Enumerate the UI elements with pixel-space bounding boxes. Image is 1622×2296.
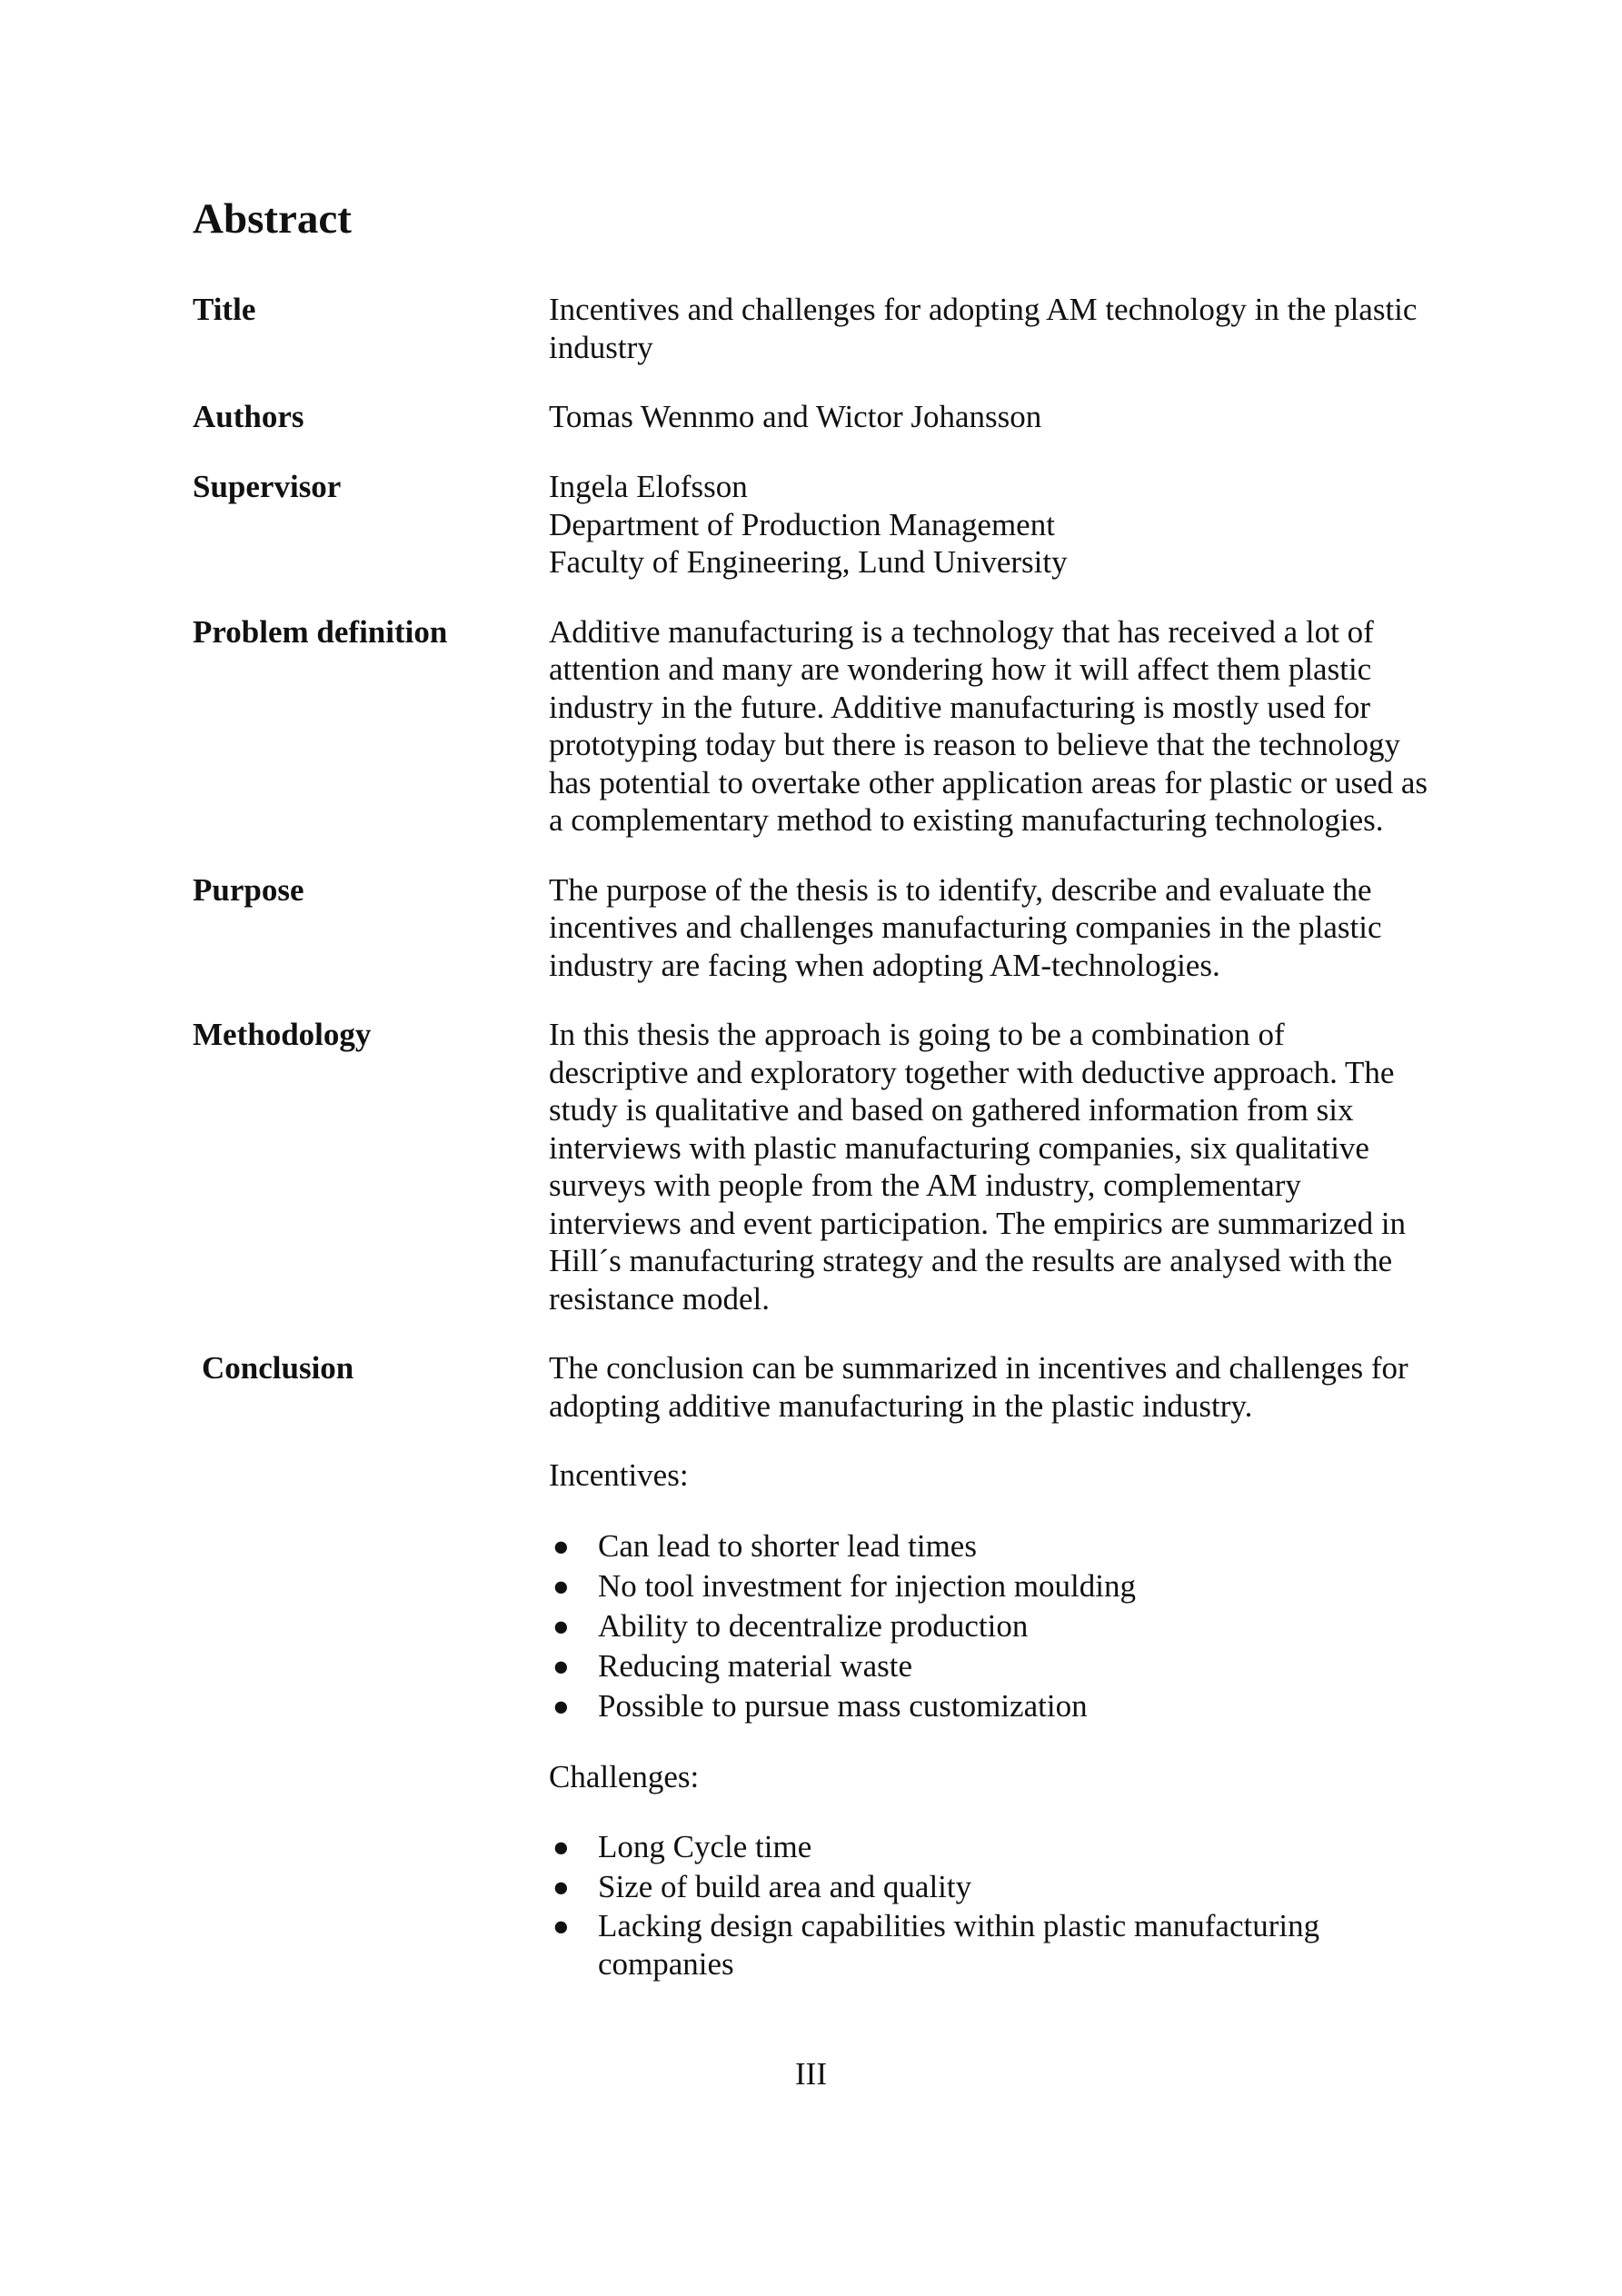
list-item xyxy=(549,1907,1428,1983)
problem-definition-text: Additive manufacturing is a technology that has received a lot of attention and many are wondering how it will affect them plastic industry in the future. Additive manufacturing is mostly used for prototyping today but there is reason to believe that the technology has potential to overtake other application areas for plastic or used as a complementary method to existing manufacturing technologies. xyxy=(549,613,1428,838)
conclusion-content xyxy=(549,1349,1428,1983)
list-item-text: Reducing material waste xyxy=(598,1647,912,1684)
methodology-row xyxy=(193,1016,1428,1317)
problem-definition-label: Problem definition xyxy=(193,613,448,650)
page-heading: Abstract xyxy=(193,195,352,243)
supervisor-department: Department of Production Management xyxy=(549,506,1055,542)
purpose-label: Purpose xyxy=(193,871,304,908)
list-item-text: Can lead to shorter lead times xyxy=(598,1527,977,1564)
problem-definition-row xyxy=(193,613,1428,840)
list-item-text: Lacking design capabilities within plastic manufacturing companies xyxy=(598,1908,1320,1982)
conclusion-row xyxy=(193,1349,1428,1983)
incentives-list xyxy=(549,1526,1428,1726)
list-item-text: Ability to decentralize production xyxy=(598,1607,1029,1644)
supervisor-faculty: Faculty of Engineering, Lund University xyxy=(549,544,1068,580)
supervisor-name: Ingela Elofsson xyxy=(549,469,748,504)
list-item xyxy=(549,1646,1428,1686)
list-item xyxy=(549,1867,1428,1907)
bullet-icon: ● xyxy=(552,1609,570,1642)
list-item-text: No tool investment for injection moulding xyxy=(598,1567,1137,1604)
supervisor-row xyxy=(193,468,1428,581)
bullet-icon: ● xyxy=(552,1569,570,1602)
authors-row xyxy=(193,398,1428,436)
purpose-text: The purpose of the thesis is to identify, describe and evaluate the incentives and challenges manufacturing companies in the plastic industry are facing when adopting AM-technologies. xyxy=(549,871,1382,983)
methodology-label: Methodology xyxy=(193,1017,372,1052)
list-item xyxy=(549,1686,1428,1726)
bullet-icon: ● xyxy=(552,1689,570,1722)
incentives-heading: Incentives: xyxy=(549,1457,689,1493)
title-row xyxy=(193,291,1428,366)
page-number: III xyxy=(795,2056,827,2092)
supervisor-details xyxy=(549,468,1428,581)
bullet-icon: ● xyxy=(552,1529,570,1562)
bullet-icon: ● xyxy=(552,1649,570,1682)
title-label: Title xyxy=(193,292,256,327)
list-item-text: Possible to pursue mass customization xyxy=(598,1687,1088,1724)
authors-text: Tomas Wennmo and Wictor Johansson xyxy=(549,399,1042,434)
list-item xyxy=(549,1566,1428,1606)
bullet-icon: ● xyxy=(552,1831,570,1863)
challenges-heading: Challenges: xyxy=(549,1758,700,1794)
title-text: Incentives and challenges for adopting AM technology in the plastic industry xyxy=(549,292,1418,365)
bullet-icon: ● xyxy=(552,1910,570,1942)
conclusion-intro: The conclusion can be summarized in incentives and challenges for adopting additive manufacturing in the plastic industry. xyxy=(549,1350,1408,1424)
purpose-row xyxy=(193,871,1428,985)
supervisor-label: Supervisor xyxy=(193,469,342,504)
authors-label: Authors xyxy=(193,399,304,434)
list-item xyxy=(549,1827,1428,1867)
methodology-text: In this thesis the approach is going to be a combination of descriptive and exploratory together with deductive approach. The study is qualitative and based on gathered information from six interviews with plastic manufacturing companies, six qualitative surveys with people from the AM industry, complementary interviews and event participation. The empirics are summarized in Hill´s manufacturing strategy and the results are analysed with the resistance model. xyxy=(549,1017,1407,1317)
list-item xyxy=(549,1526,1428,1566)
list-item-text: Size of build area and quality xyxy=(598,1869,972,1904)
conclusion-label: Conclusion xyxy=(202,1350,354,1386)
abstract-table xyxy=(193,291,1428,2014)
list-item-text: Long Cycle time xyxy=(598,1829,812,1864)
bullet-icon: ● xyxy=(552,1871,570,1903)
challenges-list xyxy=(549,1827,1428,1983)
list-item xyxy=(549,1606,1428,1646)
